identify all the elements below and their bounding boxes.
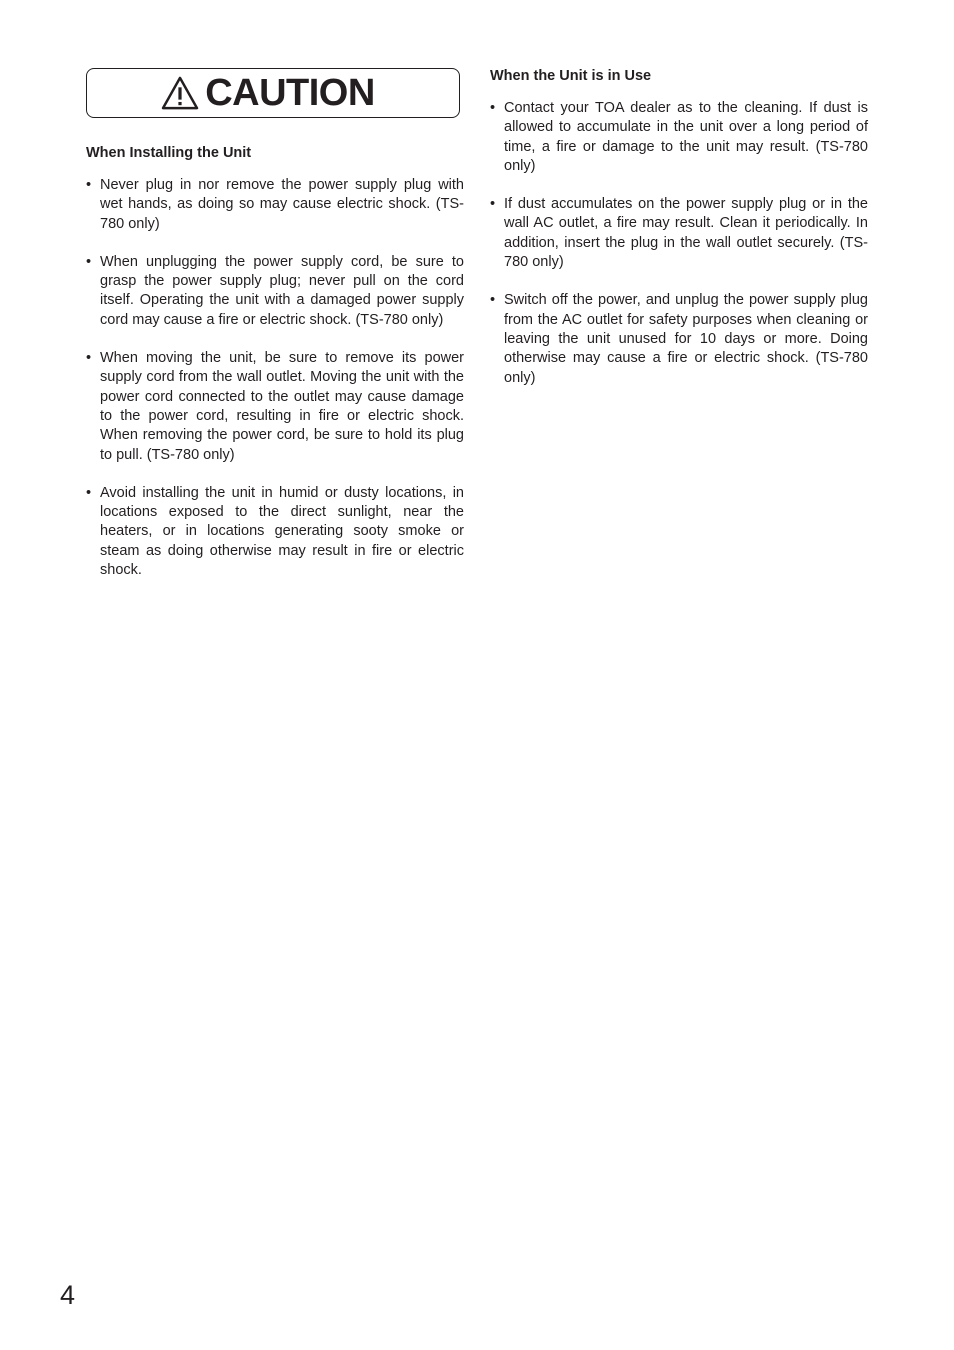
installing-list — [86, 176, 464, 599]
bullet: • — [86, 484, 92, 501]
section-heading-in-use: When the Unit is in Use — [490, 68, 652, 84]
list-item: • Never plug in nor remove the power supply plug with wet hands, as doing so may cause electric shock. (TS-780 only) — [86, 177, 464, 232]
bullet: • — [490, 100, 496, 116]
in-use-list — [490, 99, 868, 407]
list-item: • If dust accumulates on the power supply plug or in the wall AC outlet, a fire may result. Clean it periodically. In addition, insert the plug in the wall outlet securely. (TS-780 only) — [490, 196, 868, 271]
bullet: • — [490, 196, 496, 213]
list-item: • Avoid installing the unit in humid or dusty locations, in locations exposed to the direct sunlight, near the heaters, or in locations generating sooty smoke or steam as doing otherwise may result in fire or electric shock. — [86, 484, 464, 579]
bullet: • — [86, 253, 92, 270]
bullet: • — [490, 292, 496, 309]
page-number: 4 — [60, 1280, 76, 1310]
list-item: • Contact your TOA dealer as to the cleaning. If dust is allowed to accumulate in the unit over a long period of time, a fire or damage to the unit may result. (TS-780 only) — [490, 100, 868, 174]
caution-title: CAUTION — [205, 72, 375, 114]
list-item: • When unplugging the power supply cord, be sure to grasp the power supply plug; never pull on the cord itself. Operating the unit with a damaged power supply cord may cause a fire or electric shock. (TS-780 only) — [86, 253, 464, 328]
section-heading-installing: When Installing the Unit — [86, 145, 252, 161]
caution-banner — [86, 68, 460, 118]
list-item: • When moving the unit, be sure to remove its power supply cord from the wall outlet. Moving the unit with the power cord connected to the outlet may cause damage to the power cord, resulting in fire or electric shock. When removing the power cord, be sure to hold its plug to pull. (TS-780 only) — [86, 350, 464, 463]
bullet: • — [86, 350, 92, 367]
bullet: • — [86, 177, 92, 193]
list-item: • Switch off the power, and unplug the power supply plug from the AC outlet for safety purposes when cleaning or leaving the unit unused for 10 days or more. Doing otherwise may cause a fire or electric shock. (TS-780 only) — [490, 292, 868, 386]
warning-triangle-icon — [161, 76, 199, 110]
